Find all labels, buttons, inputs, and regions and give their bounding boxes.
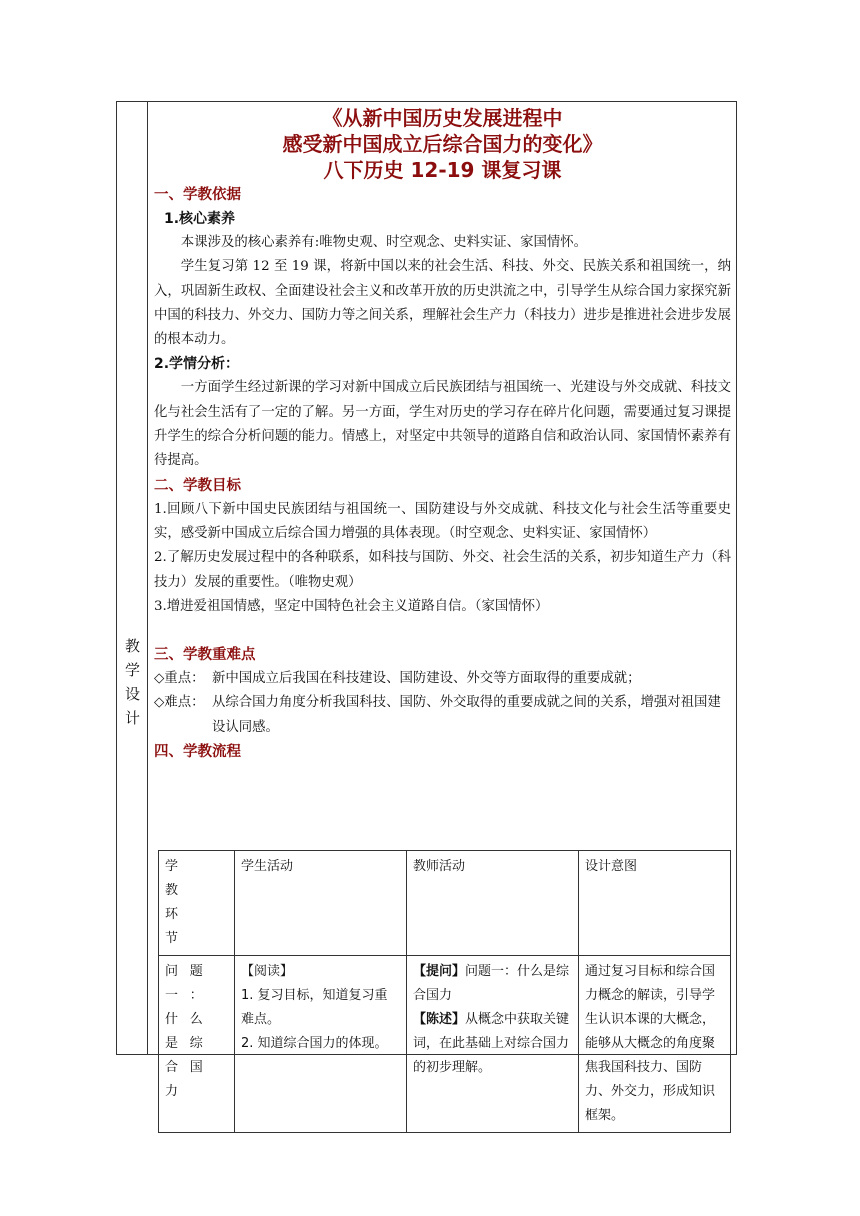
goal-item: 3.增进爱祖国情感，坚定中国特色社会主义道路自信。（家国情怀）: [154, 598, 549, 614]
table-row: [159, 956, 731, 1133]
section-heading-goals: 二、学教目标: [154, 477, 241, 494]
subheading-core-literacy: 1.核心素养: [164, 211, 236, 227]
side-column: [117, 102, 148, 1054]
header-stage: [159, 851, 235, 956]
key-point: [154, 667, 731, 691]
table-header-row: [159, 851, 731, 956]
key-point-label: ◇重点：: [154, 671, 205, 687]
lesson-plan-frame: [116, 101, 737, 1123]
cell-design-intent: 通过复习目标和综合国力概念的解读，引导学生认识本课的大概念，能够从大概念的角度聚焦我国科技力、国防力、外交力，形成知识框架。: [579, 956, 731, 1133]
page-title: [154, 105, 731, 183]
flow-table: [158, 850, 731, 1133]
teacher-activity-text: 问题一：什么是综合国力: [413, 964, 570, 1003]
cell-student-activity: [235, 956, 407, 1133]
header-teacher-activity: 教师活动: [407, 851, 579, 956]
teacher-activity-tag: 【陈述】: [413, 1012, 466, 1027]
review-paragraph: 学生复习第 12 至 19 课，将新中国以来的社会生活、科技、外交、民族关系和祖国统一，纳入，巩固新生政权、全面建设社会主义和改革开放的历史洪流之中，引导学生从综合国力家探究新中国的科技力、外交力、国防力等之间关系，理解社会生产力（科技力）进步是推进社会进步发展的根本动力。: [154, 259, 731, 348]
header-stage-text: 学 教 环 节: [165, 859, 190, 946]
section-heading-flow: 四、学教流程: [154, 744, 241, 761]
teacher-activity-tag: 【提问】: [413, 964, 466, 979]
side-label-char: 计: [124, 709, 140, 727]
title-line-1: 《从新中国历史发展进程中: [322, 106, 563, 130]
teacher-activity-text: 从概念中获取关键词，在此基础上对综合国力的初步理解。: [413, 1012, 570, 1075]
side-label-char: 教: [124, 637, 140, 655]
title-line-3: 八下历史 12-19 课复习课: [323, 158, 562, 182]
difficult-point-text: 从综合国力角度分析我国科技、国防、外交取得的重要成就之间的关系，增强对祖国建设认同感。: [212, 695, 721, 735]
core-literacy-paragraph: 本课涉及的核心素养有:唯物史观、时空观念、史料实证、家国情怀。: [180, 235, 588, 250]
header-student-activity: 学生活动: [235, 851, 407, 956]
stage-text: 问题一：什么是综合国力: [165, 964, 215, 1099]
student-activity-item: 1. 复习目标，知道复习重难点。: [241, 988, 388, 1027]
side-label: [117, 634, 148, 730]
goal-item: 1.回顾八下新中国史民族团结与祖国统一、国防建设与外交成就、科技文化与社会生活等重要史实，感受新中国成立后综合国力增强的具体表现。（时空观念、史料实证、家国情怀）: [154, 501, 731, 541]
side-label-char: 学: [124, 661, 140, 679]
side-label-char: 设: [124, 685, 140, 703]
main-content: [154, 102, 731, 764]
difficult-point-label: ◇难点：: [154, 695, 205, 711]
subheading-learner-analysis: 2.学情分析：: [154, 356, 240, 373]
cell-teacher-activity: [407, 956, 579, 1133]
key-point-text: 新中国成立后我国在科技建设、国防建设、外交等方面取得的重要成就；: [212, 671, 641, 687]
header-design-intent: 设计意图: [579, 851, 731, 956]
difficult-point: [154, 691, 731, 740]
cell-stage: [159, 956, 235, 1133]
student-activity-tag: 【阅读】: [241, 964, 294, 979]
section-heading-basis: 一、学教依据: [154, 187, 241, 203]
learner-analysis-paragraph: 一方面学生经过新课的学习对新中国成立后民族团结与祖国统一、光建设与外交成就、科技文化与社会生活有了一定的了解。另一方面，学生对历史的学习存在碎片化问题，需要通过复习课提升学生的综合分析问题的能力。情感上，对坚定中共领导的道路自信和政治认同、家国情怀素养有待提高。: [154, 380, 731, 469]
student-activity-item: 2. 知道综合国力的体现。: [241, 1036, 388, 1051]
title-line-2: 感受新中国成立后综合国力的变化》: [282, 132, 603, 156]
section-heading-key-points: 三、学教重难点: [154, 647, 256, 664]
goal-item: 2.了解历史发展过程中的各种联系，如科技与国防、外交、社会生活的关系，初步知道生产力（科技力）发展的重要性。（唯物史观）: [154, 550, 731, 590]
